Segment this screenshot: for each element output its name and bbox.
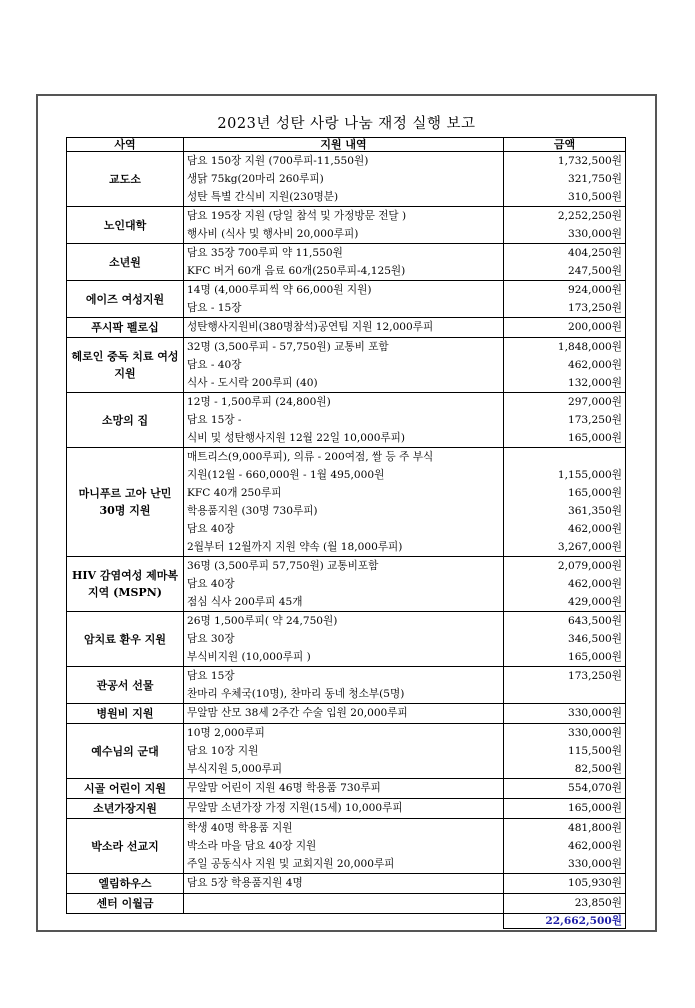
detail-cell: 박소라 마을 담요 40장 지원 xyxy=(184,837,504,855)
detail-cell: 담요 - 15장 xyxy=(184,299,504,318)
amount-cell: 330,000원 xyxy=(504,855,626,874)
amount-cell: 321,750원 xyxy=(504,170,626,188)
detail-cell: 14명 (4,000루피씩 약 66,000원 지원) xyxy=(184,281,504,300)
amount-cell: 462,000원 xyxy=(504,520,626,538)
amount-cell: 429,000원 xyxy=(504,593,626,612)
table-row xyxy=(67,152,626,171)
amount-cell: 132,000원 xyxy=(504,374,626,393)
category-cell: 소년원 xyxy=(67,244,184,281)
amount-cell: 554,070원 xyxy=(504,779,626,799)
detail-cell: 찬마리 우체국(10명), 찬마리 동네 청소부(5명) xyxy=(184,685,504,704)
category-cell: 병원비 지원 xyxy=(67,704,184,724)
detail-cell: KFC 버거 60개 음료 60개(250루피-4,125원) xyxy=(184,262,504,281)
category-cell: HIV 감염여성 제마복 지역 (MSPN) xyxy=(67,557,184,612)
detail-cell: 담요 35장 700루피 약 11,550원 xyxy=(184,244,504,263)
amount-cell: 330,000원 xyxy=(504,225,626,244)
amount-cell: 105,930원 xyxy=(504,874,626,894)
amount-cell: 310,500원 xyxy=(504,188,626,207)
detail-cell: 담요 5장 학용품지원 4명 xyxy=(184,874,504,894)
detail-cell: 36명 (3,500루피 57,750원) 교통비포함 xyxy=(184,557,504,576)
table-row xyxy=(67,557,626,576)
detail-cell: 담요 - 40장 xyxy=(184,356,504,374)
table-row xyxy=(67,244,626,263)
header-details: 지원 내역 xyxy=(184,138,504,152)
detail-cell: 학용품지원 (30명 730루피) xyxy=(184,502,504,520)
amount-cell: 173,250원 xyxy=(504,411,626,429)
detail-cell: 식사 - 도시락 200루피 (40) xyxy=(184,374,504,393)
detail-cell: 담요 195장 지원 (당일 참석 및 가정방문 전달 ) xyxy=(184,207,504,226)
category-cell: 마니푸르 고아 난민 30명 지원 xyxy=(67,448,184,557)
table-row xyxy=(67,207,626,226)
category-cell: 엘림하우스 xyxy=(67,874,184,894)
amount-cell: 481,800원 xyxy=(504,819,626,838)
amount-cell: 1,848,000원 xyxy=(504,338,626,357)
amount-cell: 2,079,000원 xyxy=(504,557,626,576)
detail-cell: 2월부터 12월까지 지원 약속 (월 18,000루피) xyxy=(184,538,504,557)
amount-cell: 200,000원 xyxy=(504,318,626,338)
detail-cell: 12명 - 1,500루피 (24,800원) xyxy=(184,393,504,412)
amount-cell: 165,000원 xyxy=(504,429,626,448)
detail-cell: KFC 40개 250루피 xyxy=(184,484,504,502)
table-row xyxy=(67,779,626,799)
category-cell: 소망의 집 xyxy=(67,393,184,448)
category-cell: 예수님의 군대 xyxy=(67,724,184,779)
detail-cell: 무알맘 소년가장 가정 지원(15세) 10,000루피 xyxy=(184,799,504,819)
table-row xyxy=(67,894,626,914)
amount-cell: 297,000원 xyxy=(504,393,626,412)
category-cell: 박소라 선교지 xyxy=(67,819,184,874)
detail-cell: 담요 30장 xyxy=(184,630,504,648)
table-header-row xyxy=(67,138,626,152)
detail-cell: 32명 (3,500루피 - 57,750원) 교통비 포함 xyxy=(184,338,504,357)
detail-cell: 담요 40장 xyxy=(184,575,504,593)
category-cell: 센터 이월금 xyxy=(67,894,184,914)
detail-cell: 부식지원 5,000루피 xyxy=(184,760,504,779)
detail-cell: 무알맘 산모 38세 2주간 수술 입원 20,000루피 xyxy=(184,704,504,724)
category-cell: 에이즈 여성지원 xyxy=(67,281,184,318)
detail-cell xyxy=(184,894,504,914)
amount-cell xyxy=(504,685,626,704)
detail-cell: 성탄 특별 간식비 지원(230명분) xyxy=(184,188,504,207)
amount-cell: 247,500원 xyxy=(504,262,626,281)
expense-table xyxy=(66,137,626,929)
category-cell: 헤로인 중독 치료 여성 지원 xyxy=(67,338,184,393)
detail-cell: 성탄행사지원비(380명참석)공연팀 지원 12,000루피 xyxy=(184,318,504,338)
category-cell: 노인대학 xyxy=(67,207,184,244)
amount-cell: 115,500원 xyxy=(504,742,626,760)
category-cell: 시골 어린이 지원 xyxy=(67,779,184,799)
detail-cell: 학생 40명 학용품 지원 xyxy=(184,819,504,838)
table-row xyxy=(67,799,626,819)
amount-cell xyxy=(504,448,626,467)
amount-cell: 330,000원 xyxy=(504,704,626,724)
detail-cell: 지원(12월 - 660,000원 - 1월 495,000원 xyxy=(184,466,504,484)
amount-cell: 1,732,500원 xyxy=(504,152,626,171)
table-row xyxy=(67,667,626,686)
table-body xyxy=(67,152,626,929)
amount-cell: 165,000원 xyxy=(504,799,626,819)
amount-cell: 924,000원 xyxy=(504,281,626,300)
detail-cell: 10명 2,000루피 xyxy=(184,724,504,743)
amount-cell: 3,267,000원 xyxy=(504,538,626,557)
table-row xyxy=(67,393,626,412)
amount-cell: 165,000원 xyxy=(504,484,626,502)
amount-cell: 165,000원 xyxy=(504,648,626,667)
amount-cell: 346,500원 xyxy=(504,630,626,648)
amount-cell: 361,350원 xyxy=(504,502,626,520)
detail-cell: 26명 1,500루피( 약 24,750원) xyxy=(184,612,504,631)
detail-cell: 매트리스(9,000루피), 의류 - 200여점, 쌀 등 주 부식 xyxy=(184,448,504,467)
detail-cell: 담요 15장 - xyxy=(184,411,504,429)
detail-cell: 주일 공동식사 지원 및 교회지원 20,000루피 xyxy=(184,855,504,874)
table-row xyxy=(67,318,626,338)
total-blank xyxy=(184,914,504,929)
header-category: 사역 xyxy=(67,138,184,152)
amount-cell: 643,500원 xyxy=(504,612,626,631)
category-cell: 암치료 환우 지원 xyxy=(67,612,184,667)
amount-cell: 462,000원 xyxy=(504,575,626,593)
category-cell: 푸시팍 펠로십 xyxy=(67,318,184,338)
table-row xyxy=(67,448,626,467)
amount-cell: 82,500원 xyxy=(504,760,626,779)
table-row xyxy=(67,724,626,743)
total-row xyxy=(67,914,626,929)
table-row xyxy=(67,281,626,300)
amount-cell: 330,000원 xyxy=(504,724,626,743)
amount-cell: 23,850원 xyxy=(504,894,626,914)
detail-cell: 행사비 (식사 및 행사비 20,000루피) xyxy=(184,225,504,244)
grand-total: 22,662,500원 xyxy=(504,914,626,929)
detail-cell: 점심 식사 200루피 45개 xyxy=(184,593,504,612)
detail-cell: 담요 15장 xyxy=(184,667,504,686)
table-row xyxy=(67,338,626,357)
amount-cell: 2,252,250원 xyxy=(504,207,626,226)
category-cell: 교도소 xyxy=(67,152,184,207)
table-row xyxy=(67,819,626,838)
header-amount: 금액 xyxy=(504,138,626,152)
detail-cell: 담요 150장 지원 (700루피-11,550원) xyxy=(184,152,504,171)
category-cell: 관공서 선물 xyxy=(67,667,184,704)
amount-cell: 1,155,000원 xyxy=(504,466,626,484)
total-blank xyxy=(67,914,184,929)
amount-cell: 462,000원 xyxy=(504,837,626,855)
detail-cell: 담요 10장 지원 xyxy=(184,742,504,760)
report-title: 2023년 성탄 사랑 나눔 재정 실행 보고 xyxy=(217,116,476,132)
table-row xyxy=(67,874,626,894)
detail-cell: 부식비지원 (10,000루피 ) xyxy=(184,648,504,667)
amount-cell: 462,000원 xyxy=(504,356,626,374)
amount-cell: 173,250원 xyxy=(504,299,626,318)
table-row xyxy=(67,612,626,631)
detail-cell: 생닭 75kg(20마리 260루피) xyxy=(184,170,504,188)
amount-cell: 404,250원 xyxy=(504,244,626,263)
detail-cell: 식비 및 성탄행사지원 12월 22일 10,000루피) xyxy=(184,429,504,448)
category-cell: 소년가장지원 xyxy=(67,799,184,819)
amount-cell: 173,250원 xyxy=(504,667,626,686)
detail-cell: 담요 40장 xyxy=(184,520,504,538)
detail-cell: 무알맘 어린이 지원 46명 학용품 730루피 xyxy=(184,779,504,799)
table-row xyxy=(67,704,626,724)
